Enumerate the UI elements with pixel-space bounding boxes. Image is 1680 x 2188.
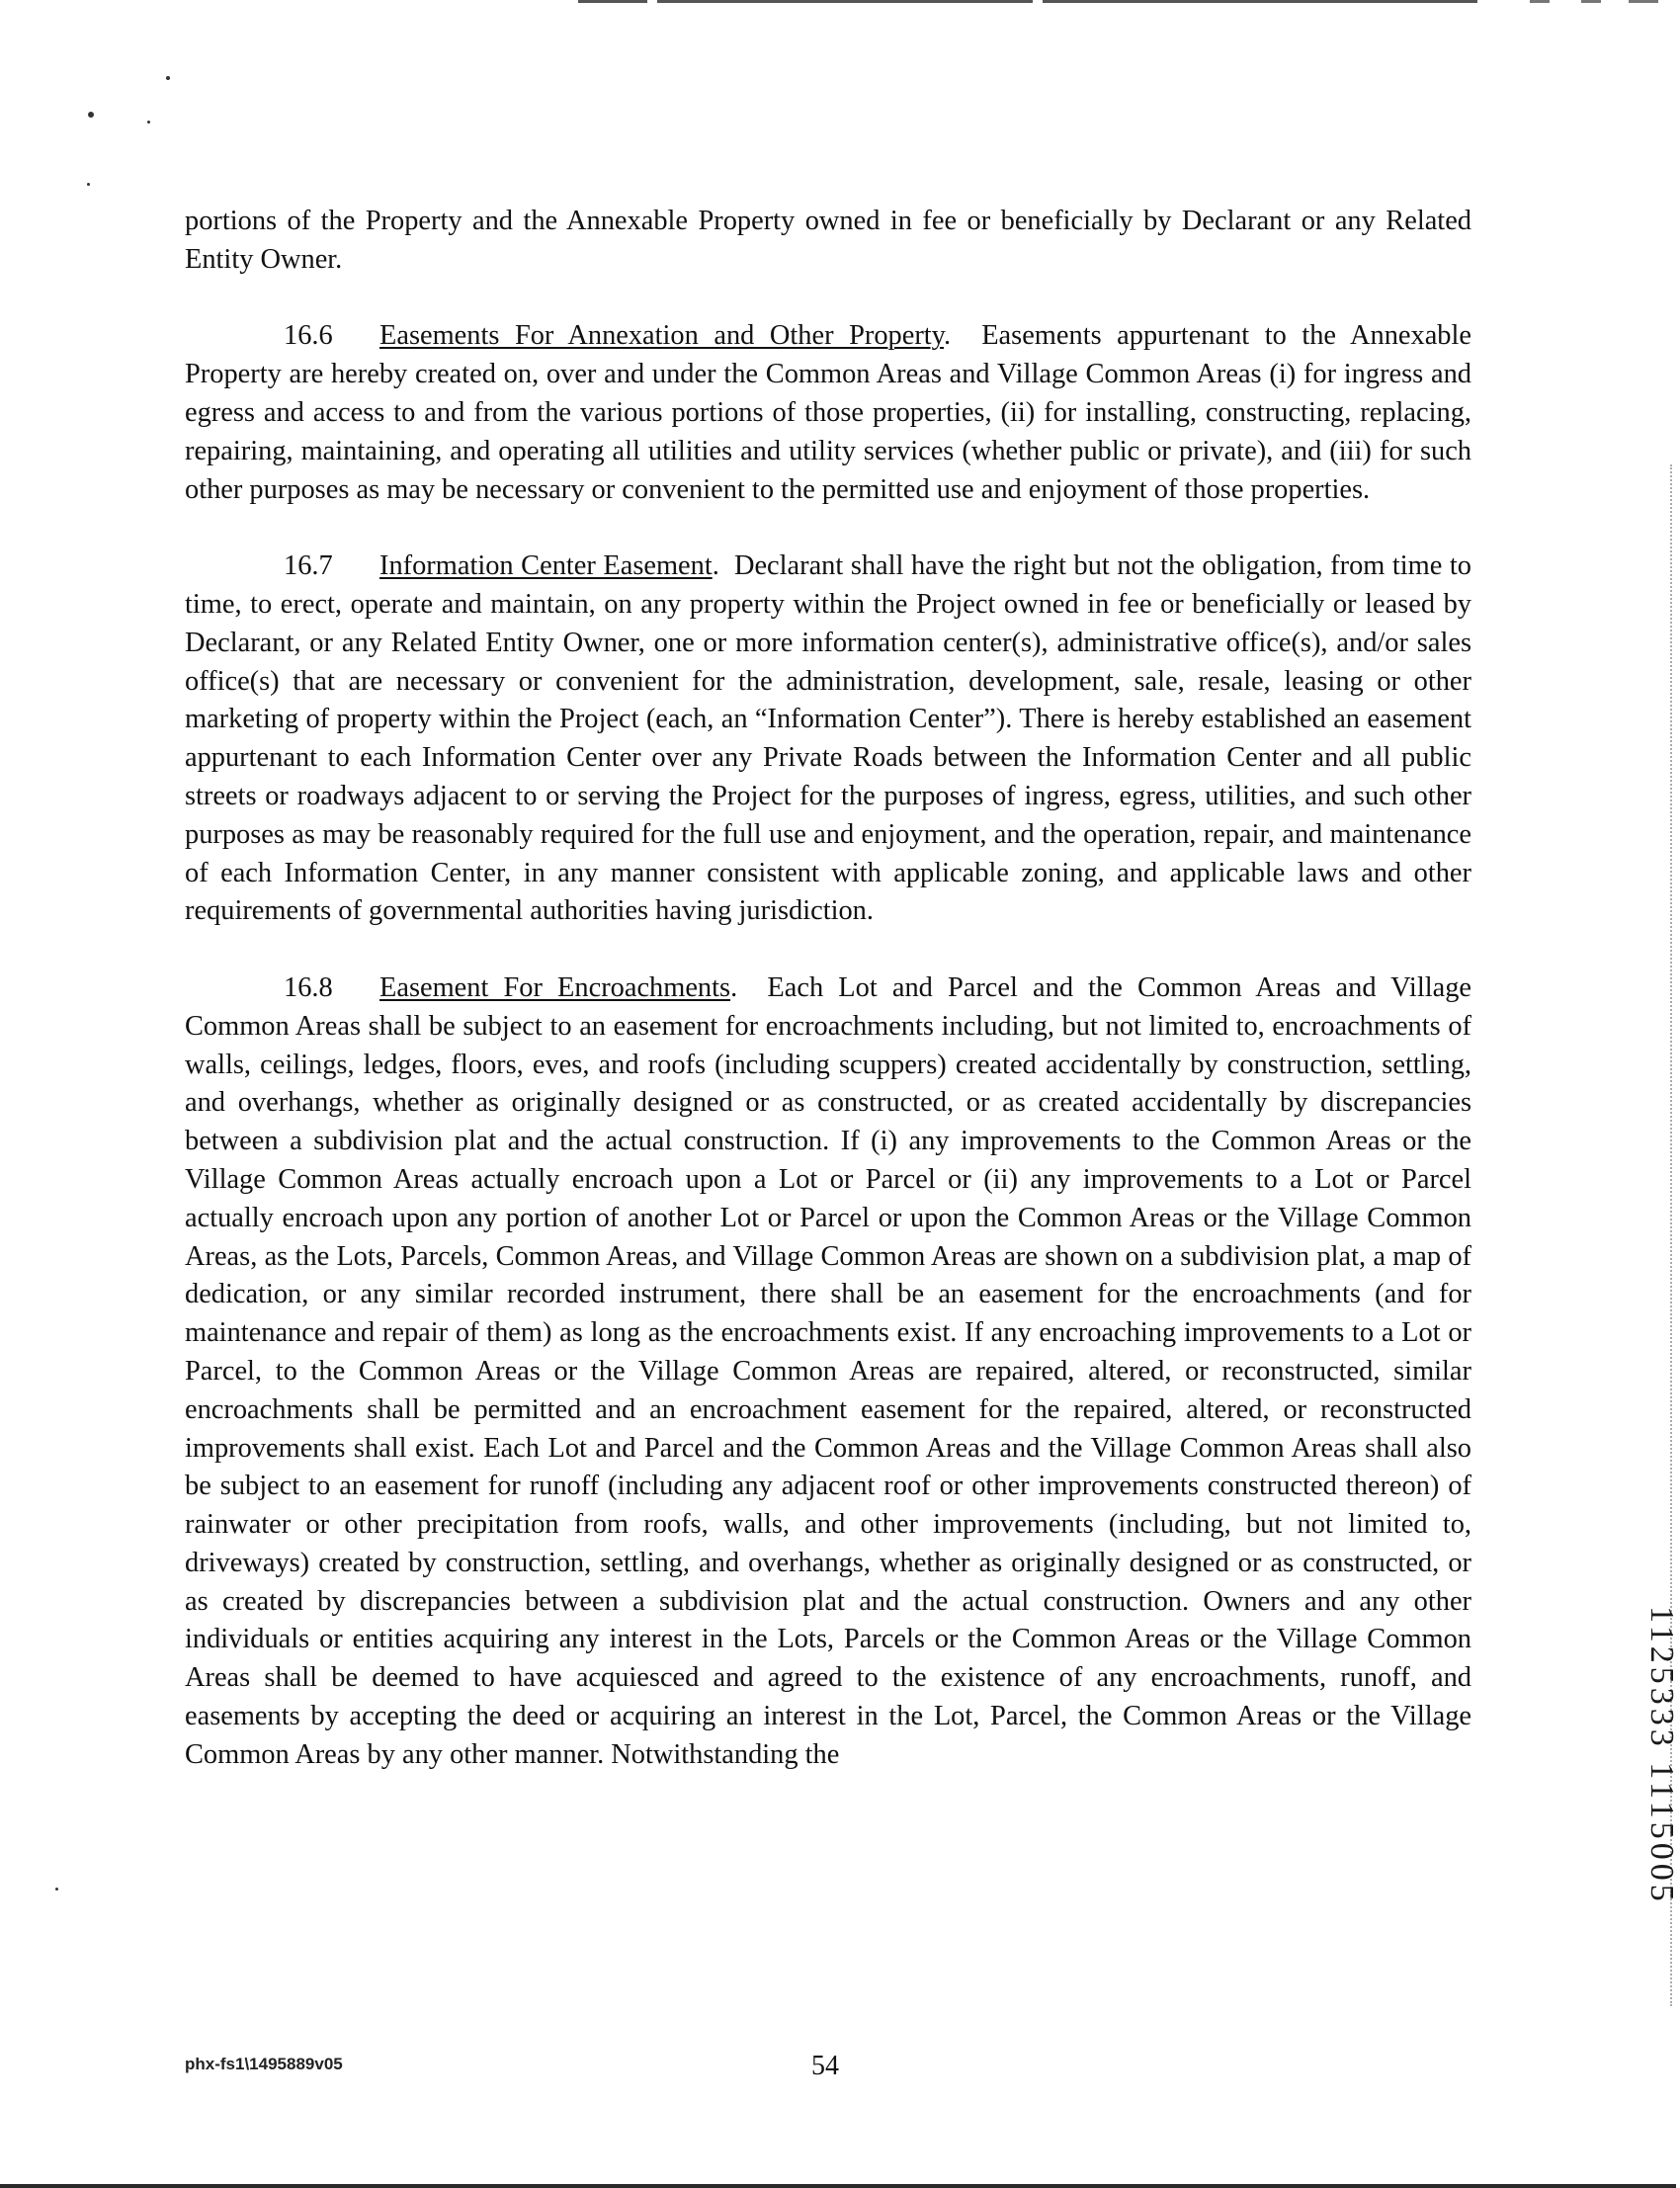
scan-top-dash (1581, 0, 1601, 3)
section-text: Easements appurtenant to the Annexable Property are hereby created on, over and under the Common Areas and Village Common Areas (i) for ingress and egress and access to and from the various portions of those properties, (ii) for installing, constructing, replacing, repairing, maintaining, and operating all utilities and utility services (whether public or private), and (iii) for such other purposes as may be necessary or convenient to the permitted use and enjoyment of those properties. (185, 320, 1471, 505)
scan-bottom-rule (0, 2184, 1676, 2188)
scan-speck (88, 112, 94, 118)
page-number: 54 (811, 2051, 839, 2081)
scan-top-dash (1530, 0, 1550, 3)
section-number: 16.6 (284, 320, 333, 352)
section-16-6: 16.6 Easements For Annexation and Other Property. Easements appurtenant to the Annexable Property are hereby created on, over and under the Common Areas and Village Common Areas (i) for ingress and egress and access to and from the various portions of those properties, (ii) for installing, constructing, replacing, repairing, maintaining, and operating all utilities and utility services (whether public or private), and (iii) for such other purposes as may be necessary or convenient to the permitted use and enjoyment of those properties. (185, 317, 1471, 509)
section-16-7: 16.7 Information Center Easement. Declarant shall have the right but not the obligation, from time to time, to erect, operate and maintain, on any property within the Project owned in fee or beneficially or leased by Declarant, or any Related Entity Owner, one or more information center(s), administrative office(s), and/or sales office(s) that are necessary or convenient for the administration, development, sale, resale, leasing or other marketing of property within the Project (each, an “Information Center”). There is hereby established an easement appurtenant to each Information Center over any Private Roads between the Information Center and all public streets or roadways adjacent to or serving the Project for the purposes of ingress, egress, utilities, and such other purposes as may be reasonably required for the full use and enjoyment, and the operation, repair, and maintenance of each Information Center, in any manner consistent with applicable zoning, and applicable laws and other requirements of governmental authorities having jurisdiction. (185, 547, 1471, 931)
section-heading: Easements For Annexation and Other Property (379, 320, 945, 352)
footer-document-id: phx-fs1\1495889v05 (185, 2055, 343, 2073)
section-heading: Easement For Encroachments (379, 971, 731, 1003)
document-body (185, 203, 1471, 1775)
scan-top-dash (1629, 0, 1658, 3)
paragraph-continuation: portions of the Property and the Annexable Property owned in fee or beneficially by Declarant or any Related Entity Owner. (185, 206, 1471, 275)
margin-recording-stamp: 1125333 1115005 (1643, 1606, 1680, 1905)
section-text: Declarant shall have the right but not the obligation, from time to time, to erect, operate and maintain, on any property within the Project owned in fee or beneficially or leased by Declarant, or any Related Entity Owner, one or more information center(s), administrative office(s), and/or sales office(s) that are necessary or convenient for the administration, development, sale, resale, leasing or other marketing of property within the Project (each, an “Information Center”). There is hereby established an easement appurtenant to each Information Center over any Private Roads between the Information Center and all public streets or roadways adjacent to or serving the Project for the purposes of ingress, egress, utilities, and such other purposes as may be reasonably required for the full use and enjoyment, and the operation, repair, and maintenance of each Information Center, in any manner consistent with applicable zoning, and applicable laws and other requirements of governmental authorities having jurisdiction. (185, 550, 1471, 927)
section-text: Each Lot and Parcel and the Common Areas and Village Common Areas shall be subject to an easement for encroachments including, but not limited to, encroachments of walls, ceilings, ledges, floors, eves, and roofs (including scuppers) created accidentally by construction, settling, and overhangs, whether as originally designed or as constructed, or as created accidentally by discrepancies between a subdivision plat and the actual construction. If (i) any improvements to the Common Areas or the Village Common Areas actually encroach upon a Lot or Parcel or (ii) any improvements to a Lot or Parcel actually encroach upon any portion of another Lot or Parcel or upon the Common Areas or the Village Common Areas, as the Lots, Parcels, Common Areas, and Village Common Areas are shown on a subdivision plat, a map of dedication, or any similar recorded instrument, there shall be an easement for the encroachments (and for maintenance and repair of them) as long as the encroachments exist. If any encroaching improvements to a Lot or Parcel, to the Common Areas or the Village Common Areas are repaired, altered, or reconstructed, similar encroachments shall be permitted and an encroachment easement for the repaired, altered, or reconstructed improvements shall exist. Each Lot and Parcel and the Common Areas and the Village Common Areas shall also be subject to an easement for runoff (including any adjacent roof or other improvements constructed thereon) of rainwater or other precipitation from roofs, walls, and other improvements (including, but not limited to, driveways) created by construction, settling, and overhangs, whether as originally designed or as constructed, or as created by discrepancies between a subdivision plat and the actual construction. Owners and any other individuals or entities acquiring any interest in the Lots, Parcels or the Common Areas or the Village Common Areas shall be deemed to have acquiesced and agreed to the existence of any encroachments, runoff, and easements by accepting the deed or acquiring an interest in the Lot, Parcel, the Common Areas or the Village Common Areas by any other manner. Notwithstanding the (185, 971, 1471, 1770)
scan-speck (55, 1888, 58, 1891)
scan-speck (87, 183, 90, 186)
scan-top-rule (578, 0, 1477, 3)
section-heading: Information Center Easement (379, 550, 713, 582)
section-number: 16.8 (284, 971, 333, 1003)
scan-speck (166, 76, 170, 80)
scan-speck (147, 121, 150, 124)
section-number: 16.7 (284, 550, 333, 582)
section-16-8: 16.8 Easement For Encroachments. Each Lot and Parcel and the Common Areas and Village Common Areas shall be subject to an easement for encroachments including, but not limited to, encroachments of walls, ceilings, ledges, floors, eves, and roofs (including scuppers) created accidentally by construction, settling, and overhangs, whether as originally designed or as constructed, or as created accidentally by discrepancies between a subdivision plat and the actual construction. If (i) any improvements to the Common Areas or the Village Common Areas actually encroach upon a Lot or Parcel or (ii) any improvements to a Lot or Parcel actually encroach upon any portion of another Lot or Parcel or upon the Common Areas or the Village Common Areas, as the Lots, Parcels, Common Areas, and Village Common Areas are shown on a subdivision plat, a map of dedication, or any similar recorded instrument, there shall be an easement for the encroachments (and for maintenance and repair of them) as long as the encroachments exist. If any encroaching improvements to a Lot or Parcel, to the Common Areas or the Village Common Areas are repaired, altered, or reconstructed, similar encroachments shall be permitted and an encroachment easement for the repaired, altered, or reconstructed improvements shall exist. Each Lot and Parcel and the Common Areas and the Village Common Areas shall also be subject to an easement for runoff (including any adjacent roof or other improvements constructed thereon) of rainwater or other precipitation from roofs, walls, and other improvements (including, but not limited to, driveways) created by construction, settling, and overhangs, whether as originally designed or as constructed, or as created by discrepancies between a subdivision plat and the actual construction. Owners and any other individuals or entities acquiring any interest in the Lots, Parcels or the Common Areas or the Village Common Areas shall be deemed to have acquiesced and agreed to the existence of any encroachments, runoff, and easements by accepting the deed or acquiring an interest in the Lot, Parcel, the Common Areas or the Village Common Areas by any other manner. Notwithstanding the (185, 969, 1471, 1775)
